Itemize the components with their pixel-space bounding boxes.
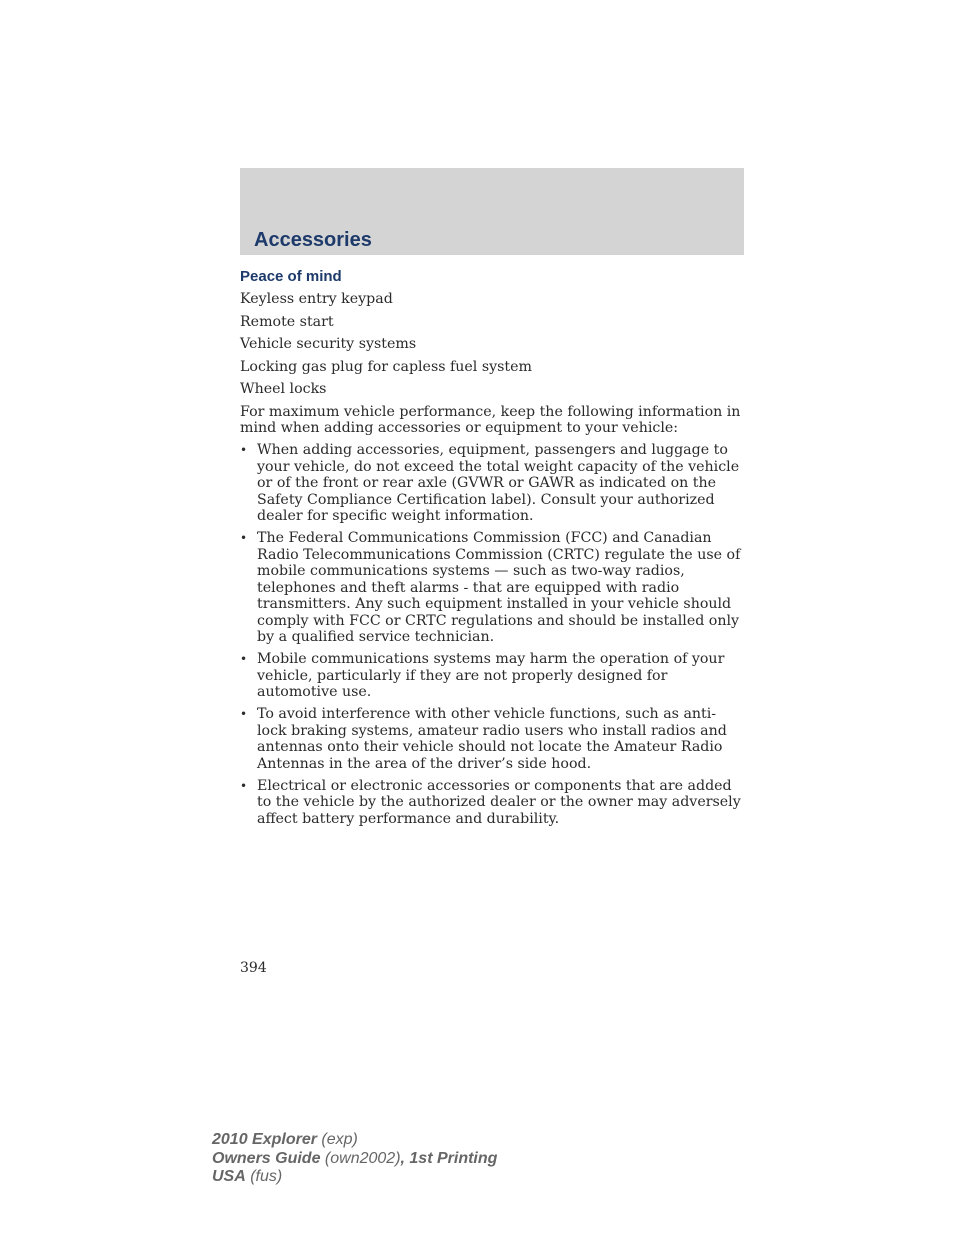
bullet-icon: • — [240, 531, 248, 545]
bullet-icon: • — [240, 443, 248, 457]
main-content — [240, 268, 744, 833]
bullet-text: Mobile communications systems may harm the operation of your vehicle, particularly if they are not properly designed for automotive use. — [257, 651, 725, 700]
bullet-item — [240, 706, 744, 772]
bullet-icon: • — [240, 707, 248, 721]
accessory-item: Locking gas plug for capless fuel system — [240, 358, 532, 375]
footer-guide-code: (own2002) — [320, 1149, 401, 1167]
bullet-text: When adding accessories, equipment, passengers and luggage to your vehicle, do not exceed the total weight capacity of the vehicle or of the front or rear axle (GVWR or GAWR as indicated on the Safety Compliance Certification label). Consult your authorized dealer for specific weight information. — [257, 442, 740, 524]
subsection-heading: Peace of mind — [240, 268, 342, 285]
footer-market: USA — [212, 1168, 246, 1185]
page-number: 394 — [240, 960, 267, 976]
footer-line-guide — [212, 1150, 497, 1169]
bullet-icon: • — [240, 778, 248, 793]
accessory-list — [240, 291, 744, 398]
bullet-item — [240, 651, 744, 701]
bullet-icon: • — [240, 652, 248, 666]
bullet-item — [240, 530, 744, 646]
section-header-band — [240, 168, 744, 255]
footer-model: 2010 Explorer — [212, 1131, 317, 1148]
footer-market-code: (fus) — [245, 1168, 283, 1185]
intro-paragraph: For maximum vehicle performance, keep the following information in mind when adding accessories or equipment to your vehicle: — [240, 403, 741, 436]
bullet-item — [240, 778, 744, 828]
footer-model-code: (exp) — [316, 1131, 358, 1148]
bullet-item — [240, 442, 744, 525]
accessory-item: Remote start — [240, 313, 334, 330]
footer-line-market — [212, 1168, 497, 1187]
footer-line-model — [212, 1131, 497, 1150]
bullet-list — [240, 442, 744, 827]
footer-printing: , 1st Printing — [400, 1149, 498, 1167]
document-footer — [212, 1131, 497, 1187]
bullet-text: To avoid interference with other vehicle functions, such as anti-lock braking systems, amateur radio users who install radios and antennas onto their vehicle should not locate the Amateur Radio Antennas in the area of the driver’s side hood. — [257, 706, 727, 772]
section-title: Accessories — [254, 229, 372, 251]
accessory-item: Wheel locks — [240, 381, 327, 397]
accessory-item: Keyless entry keypad — [240, 291, 393, 307]
accessory-item: Vehicle security systems — [240, 336, 417, 352]
bullet-text: Electrical or electronic accessories or components that are added to the vehicle by the authorized dealer or the owner may adversely affect battery performance and durability. — [257, 777, 741, 827]
bullet-text: The Federal Communications Commission (FCC) and Canadian Radio Telecommunications Commission (CRTC) regulate the use of mobile communications systems — such as two-way radios, telephones and theft alarms - that are equipped with radio transmitters. Any such equipment installed in your vehicle should comply with FCC or CRTC regulations and should be installed only by a qualified service technician. — [257, 530, 741, 645]
footer-guide: Owners Guide — [212, 1149, 321, 1167]
